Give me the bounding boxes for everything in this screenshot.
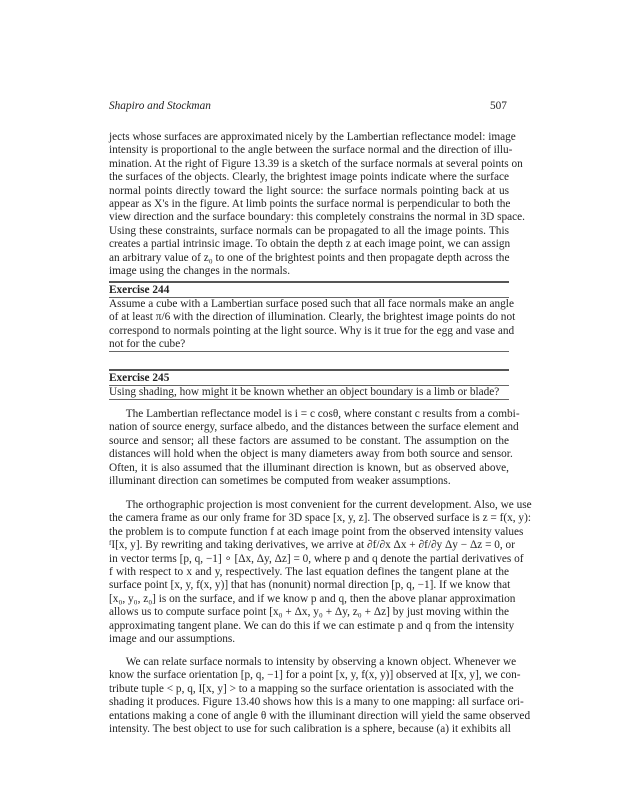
paragraph-1-line: intensity is proportional to the angle between the surface normal and the direction of illu-: [109, 144, 513, 157]
paragraph-3-line: surface point [x, y, f(x, y)] that has (nonunit) normal direction [p, q, −1]. If we know that: [109, 579, 511, 592]
exercise-244-line: of at least π/6 with the direction of illumination. Clearly, the brightest image points do not: [109, 311, 516, 324]
paragraph-3-line: the problem is to compute function f at each image point from the observed intensity values: [109, 525, 524, 538]
exercise-245-line: Using shading, how might it be known whether an object boundary is a limb or blade?: [109, 386, 500, 398]
paragraph-3-line: approximating tangent plane. We can do this if we can estimate p and q from the intensity: [109, 619, 515, 632]
exercise-244-line: not for the cube?: [109, 338, 186, 351]
paragraph-1-line: mination. At the right of Figure 13.39 is a sketch of the surface normals at several points on: [109, 157, 523, 170]
exercise-244-line: Assume a cube with a Lambertian surface posed such that all face normals make an angle: [109, 298, 514, 310]
paragraph-1-line: image using the changes in the normals.: [109, 265, 291, 277]
paragraph-1-line: creates a partial intrinsic image. To obtain the depth z at each image point, we can assign: [109, 238, 511, 251]
paragraph-4-line: tribute tuple < p, q, I[x, y] > to a mapping so the surface orientation is associated with the: [109, 682, 514, 695]
paragraph-1-line: the surfaces of the objects. Clearly, the brightest image points indicate where the surface: [109, 171, 509, 184]
exercise-245-title: Exercise 245: [109, 372, 170, 384]
paragraph-3-line: the camera frame as our only frame for 3D space [x, y, z]. The observed surface is z = f(x, y):: [109, 512, 531, 525]
exercise-245-bottom-rule: [109, 399, 509, 400]
paragraph-3-line: ᶠI[x, y]. By rewriting and taking derivatives, we arrive at ∂f/∂x Δx + ∂f/∂y Δy − Δz = 0, or: [109, 539, 515, 552]
exercise-245-top-rule: [109, 369, 509, 371]
running-head: Shapiro and Stockman: [109, 100, 211, 112]
page-number: 507: [490, 100, 507, 112]
paragraph-1-line: Using these constraints, surface normals can be propagated to all the image points. This: [109, 224, 509, 237]
paragraph-4-line: know the surface orientation [p, q, −1] for a point [x, y, f(x, y)] observed at I[x, y], we con-: [109, 669, 521, 682]
paragraph-2-line: source and sensor; all these factors are assumed to be constant. The assumption on the: [109, 434, 509, 447]
paragraph-3-line: in vector terms [p, q, −1] ∘ [Δx, Δy, Δz] = 0, where p and q denote the partial derivatives of: [109, 552, 524, 565]
paragraph-4-line: We can relate surface normals to intensity by observing a known object. Whenever we: [109, 656, 517, 668]
paragraph-2-line: distances will hold when the object is many diameters away from both source and sensor.: [109, 448, 513, 461]
paragraph-3-line: The orthographic projection is most convenient for the current development. Also, we use: [109, 499, 532, 511]
exercise-244-line: correspond to normals pointing at the light source. Why is it true for the egg and vase and: [109, 324, 515, 337]
paragraph-2-line: illuminant direction can sometimes be computed from weaker assumptions.: [109, 475, 451, 487]
exercise-244-title: Exercise 244: [109, 284, 170, 296]
paragraph-4-line: entations making a cone of angle θ with the illuminant direction will yield the same observed: [109, 709, 531, 722]
paragraph-3-line: f with respect to x and y, respectively. The last equation defines the tangent plane at the: [109, 566, 509, 578]
paragraph-2-line: nation of source energy, surface albedo, and the distances between the surface element and: [109, 421, 519, 434]
paragraph-1-line: appear as X's in the figure. At limb points the surface normal is perpendicular to both the: [109, 198, 511, 210]
paragraph-1-line: view direction and the surface boundary: this completely constrains the normal in 3D space.: [109, 211, 525, 224]
paragraph-2-line: The Lambertian reflectance model is i = c cosθ, where constant c results from a combi-: [109, 408, 520, 420]
paragraph-4-line: intensity. The best object to use for such calibration is a sphere, because (a) it exhibits all: [109, 723, 511, 735]
paragraph-1-line: jects whose surfaces are approximated nicely by the Lambertian reflectance model: image: [109, 131, 516, 143]
paragraph-1-line: an arbitrary value of z₀ to one of the brightest points and then propagate depth across the: [109, 251, 510, 264]
paragraph-3-line: [x₀, y₀, z₀] is on the surface, and if we know p and q, then the above planar approximation: [109, 592, 516, 605]
paragraph-2-line: Often, it is also assumed that the illuminant direction is known, but as observed above,: [109, 461, 509, 474]
paragraph-1-line: normal points directly toward the light source: the surface normals pointing back at us: [109, 184, 509, 197]
exercise-244-top-rule: [109, 281, 509, 283]
paragraph-4-line: shading it produces. Figure 13.40 shows how this is a many to one mapping: all surface ori-: [109, 696, 524, 709]
paragraph-3-line: allows us to compute surface point [x₀ + Δx, y₀ + Δy, z₀ + Δz] by just moving within the: [109, 606, 509, 619]
paragraph-3-line: image and our assumptions.: [109, 633, 236, 645]
